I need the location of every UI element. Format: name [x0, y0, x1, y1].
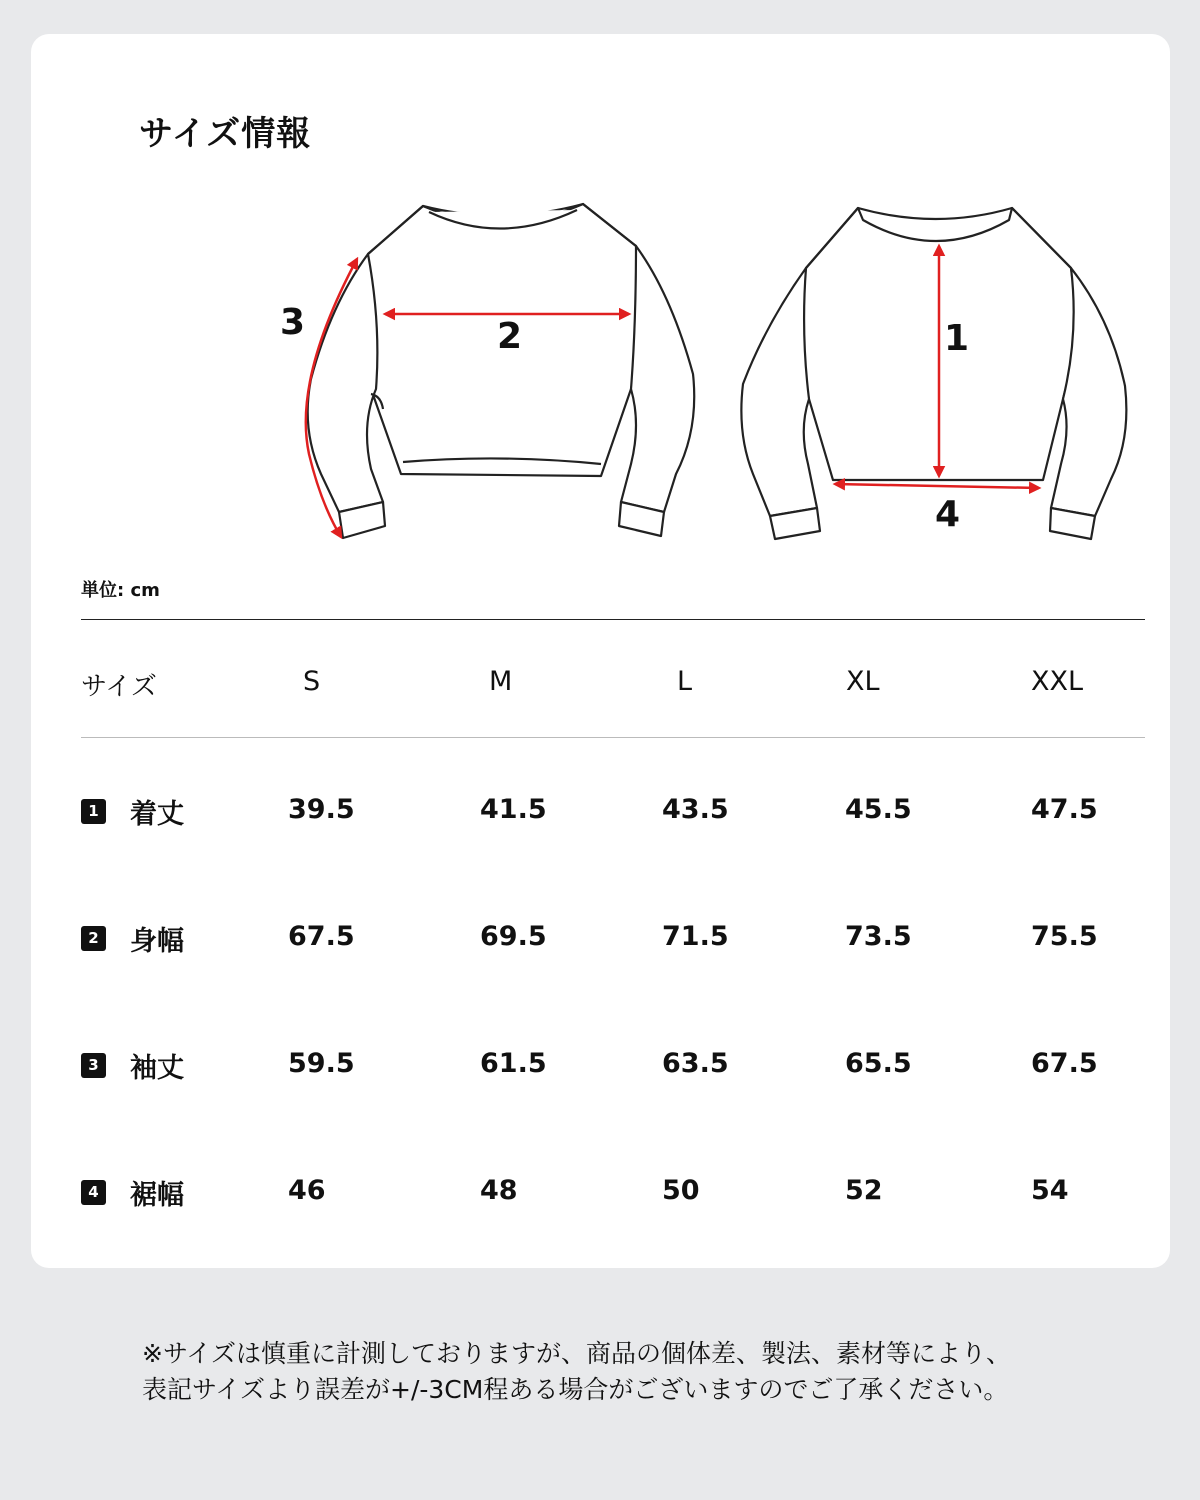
diagram-label-4: 4 [935, 494, 961, 535]
table-cell: 73.5 [845, 921, 912, 952]
table-row-label [81, 1173, 184, 1212]
row-badge: 3 [81, 1053, 106, 1078]
diagram-label-2: 2 [497, 316, 523, 357]
size-info-card [31, 34, 1170, 1268]
table-cell: 71.5 [662, 921, 729, 952]
header-l: L [677, 666, 693, 697]
table-cell: 59.5 [288, 1048, 355, 1079]
table-row-label [81, 792, 184, 831]
table-cell: 69.5 [480, 921, 547, 952]
header-s: S [303, 666, 321, 697]
table-cell: 45.5 [845, 794, 912, 825]
back-sweatshirt-drawing [741, 208, 1126, 539]
table-cell: 47.5 [1031, 794, 1098, 825]
table-cell: 43.5 [662, 794, 729, 825]
measure-line-4 [835, 484, 1039, 488]
row-name: 袖丈 [130, 1053, 184, 1084]
table-top-divider [81, 619, 1145, 620]
table-cell: 61.5 [480, 1048, 547, 1079]
front-sweatshirt-drawing [308, 204, 695, 538]
row-badge: 2 [81, 926, 106, 951]
page-title: サイズ情報 [139, 114, 312, 154]
unit-label: 単位: cm [81, 580, 160, 601]
row-name: 着丈 [130, 799, 184, 830]
diagram-label-3: 3 [280, 302, 306, 343]
row-badge: 1 [81, 799, 106, 824]
row-name: 身幅 [130, 926, 184, 957]
table-cell: 46 [288, 1175, 326, 1206]
table-row-label [81, 1046, 184, 1085]
table-header-divider [81, 737, 1145, 738]
header-size: サイズ [81, 672, 157, 702]
header-m: M [489, 666, 513, 697]
diagram-label-1: 1 [944, 318, 970, 359]
header-xxl: XXL [1031, 666, 1084, 697]
garment-diagram [31, 34, 1170, 594]
table-cell: 63.5 [662, 1048, 729, 1079]
disclaimer-note [142, 1336, 1142, 1408]
row-badge: 4 [81, 1180, 106, 1205]
table-cell: 54 [1031, 1175, 1069, 1206]
table-cell: 67.5 [1031, 1048, 1098, 1079]
table-row-label [81, 919, 184, 958]
table-cell: 50 [662, 1175, 700, 1206]
table-cell: 52 [845, 1175, 883, 1206]
table-cell: 41.5 [480, 794, 547, 825]
table-cell: 67.5 [288, 921, 355, 952]
row-name: 裾幅 [130, 1180, 184, 1211]
header-xl: XL [846, 666, 880, 697]
table-cell: 48 [480, 1175, 518, 1206]
note-line: 表記サイズより誤差が+/-3CM程ある場合がございますのでご了承ください。 [142, 1375, 1009, 1404]
note-line: ※サイズは慎重に計測しておりますが、商品の個体差、製法、素材等により、 [142, 1339, 1011, 1368]
table-cell: 65.5 [845, 1048, 912, 1079]
table-cell: 39.5 [288, 794, 355, 825]
table-cell: 75.5 [1031, 921, 1098, 952]
